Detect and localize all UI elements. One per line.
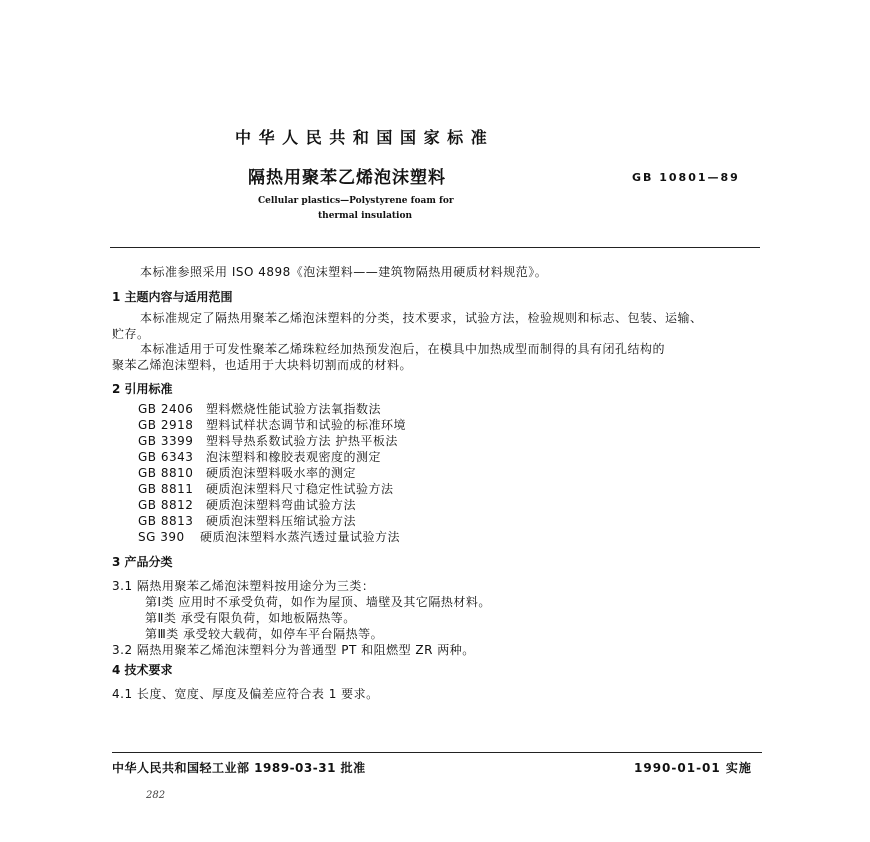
footer-rule <box>112 752 762 753</box>
reference-item <box>138 464 356 481</box>
reference-code: GB 8813 <box>138 514 194 528</box>
section-4-heading: 4 技术要求 <box>112 663 173 677</box>
class-2-item: 第Ⅱ类 承受有限负荷，如地板隔热等。 <box>145 611 356 625</box>
reference-item <box>138 432 398 449</box>
reference-item <box>138 528 400 545</box>
reference-code: GB 2406 <box>138 402 194 416</box>
clause-3-1: 3.1 隔热用聚苯乙烯泡沫塑料按用途分为三类： <box>112 579 375 593</box>
section-1-para-1-line-2: 贮存。 <box>112 327 150 341</box>
reference-title: 硬质泡沫塑料水蒸汽透过量试验方法 <box>200 530 401 544</box>
reference-code: GB 2918 <box>138 418 194 432</box>
reference-item <box>138 448 381 465</box>
reference-title: 塑料导热系数试验方法 护热平板法 <box>206 434 398 448</box>
section-1-para-2-line-1: 本标准适用于可发性聚苯乙烯珠粒经加热预发泡后，在模具中加热成型而制得的具有闭孔结构的 <box>140 342 666 356</box>
approval-line: 中华人民共和国轻工业部 1989-03-31 批准 <box>112 761 366 775</box>
section-3-heading: 3 产品分类 <box>112 555 173 569</box>
section-2-heading: 2 引用标准 <box>112 382 173 396</box>
standard-code: GB 10801—89 <box>632 171 740 184</box>
reference-item <box>138 480 394 497</box>
class-3-item: 第Ⅲ类 承受较大载荷，如停车平台隔热等。 <box>145 627 384 641</box>
english-title-line-2: thermal insulation <box>318 211 413 221</box>
reference-title: 硬质泡沫塑料压缩试验方法 <box>206 514 357 528</box>
page-number: 282 <box>146 790 166 801</box>
national-standard-heading: 中 华 人 民 共 和 国 国 家 标 准 <box>235 128 488 147</box>
section-1-heading: 1 主题内容与适用范围 <box>112 290 233 304</box>
section-1-para-1-line-1: 本标准规定了隔热用聚苯乙烯泡沫塑料的分类，技术要求，试验方法，检验规则和标志、包装、运输、 <box>140 311 703 325</box>
reference-title: 硬质泡沫塑料尺寸稳定性试验方法 <box>206 482 394 496</box>
reference-item <box>138 400 381 417</box>
reference-title: 塑料燃烧性能试验方法氧指数法 <box>206 402 382 416</box>
clause-3-2: 3.2 隔热用聚苯乙烯泡沫塑料分为普通型 PT 和阻燃型 ZR 两种。 <box>112 643 475 657</box>
reference-item <box>138 416 406 433</box>
reference-code: SG 390 <box>138 530 185 544</box>
reference-code: GB 8812 <box>138 498 194 512</box>
reference-code: GB 6343 <box>138 450 194 464</box>
english-title-line-1: Cellular plastics—Polystyrene foam for <box>258 196 454 206</box>
document-title: 隔热用聚苯乙烯泡沫塑料 <box>248 168 446 188</box>
reference-item <box>138 496 356 513</box>
reference-code: GB 8811 <box>138 482 194 496</box>
reference-title: 硬质泡沫塑料弯曲试验方法 <box>206 498 357 512</box>
effective-date: 1990-01-01 实施 <box>634 761 752 775</box>
header-rule <box>110 247 760 248</box>
clause-4-1: 4.1 长度、宽度、厚度及偏差应符合表 1 要求。 <box>112 687 379 701</box>
reference-code: GB 8810 <box>138 466 194 480</box>
intro-paragraph: 本标准参照采用 ISO 4898《泡沫塑料——建筑物隔热用硬质材料规范》。 <box>140 265 548 279</box>
reference-title: 泡沫塑料和橡胶表观密度的测定 <box>206 450 382 464</box>
section-1-para-2-line-2: 聚苯乙烯泡沫塑料，也适用于大块料切割而成的材料。 <box>112 358 413 372</box>
reference-title: 硬质泡沫塑料吸水率的测定 <box>206 466 357 480</box>
class-1-item: 第Ⅰ类 应用时不承受负荷，如作为屋顶、墙壁及其它隔热材料。 <box>145 595 491 609</box>
reference-code: GB 3399 <box>138 434 194 448</box>
reference-title: 塑料试样状态调节和试验的标准环境 <box>206 418 407 432</box>
reference-item <box>138 512 356 529</box>
